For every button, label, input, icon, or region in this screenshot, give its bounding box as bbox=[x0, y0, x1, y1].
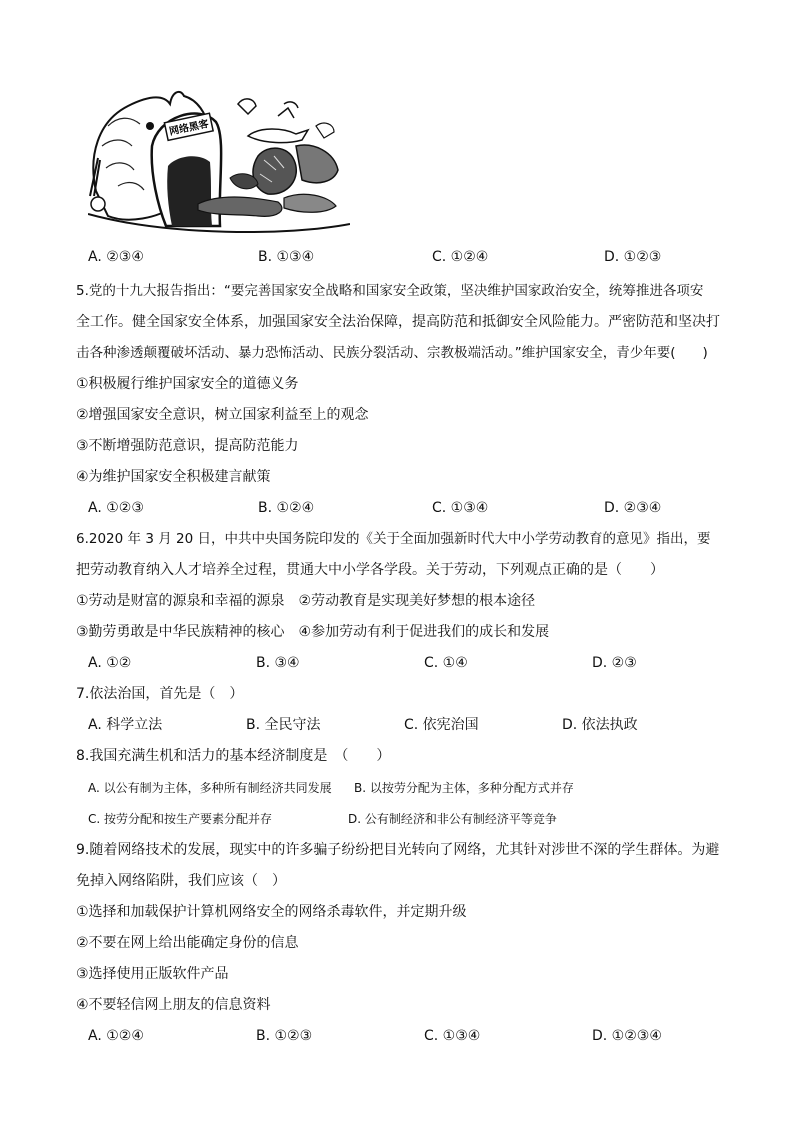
q7-option-a[interactable]: A. 科学立法 bbox=[88, 717, 163, 733]
q7-option-c[interactable]: C. 依宪治国 bbox=[404, 717, 479, 733]
q7-option-d[interactable]: D. 依法执政 bbox=[562, 717, 638, 733]
hacker-cartoon-image bbox=[88, 86, 350, 236]
q5-item-3: ③不断增强防范意识，提高防范能力 bbox=[76, 438, 299, 454]
q5-item-4: ④为维护国家安全积极建言献策 bbox=[76, 469, 271, 485]
q6-stem-line-1: 6.2020 年 3 月 20 日，中共中央国务院印发的《关于全面加强新时代大中小学劳动教育的意见》指出，要 bbox=[76, 531, 711, 547]
q6-option-b[interactable]: B. ③④ bbox=[256, 655, 300, 671]
q4-options bbox=[88, 246, 728, 268]
q6-option-c[interactable]: C. ①④ bbox=[424, 655, 468, 671]
q7-stem: 7.依法治国，首先是（ ） bbox=[76, 686, 244, 702]
q7-options bbox=[88, 714, 728, 736]
q4-option-c[interactable]: C. ①②④ bbox=[432, 249, 489, 265]
q8-option-b[interactable]: B. 以按劳分配为主体，多种分配方式并存 bbox=[354, 781, 574, 795]
q5-option-c[interactable]: C. ①③④ bbox=[432, 500, 489, 516]
q5-item-2: ②增强国家安全意识，树立国家利益至上的观念 bbox=[76, 407, 369, 423]
q6-option-d[interactable]: D. ②③ bbox=[592, 655, 637, 671]
q6-options bbox=[88, 652, 728, 674]
q6-items-row-1: ①劳动是财富的源泉和幸福的源泉 ②劳动教育是实现美好梦想的根本途径 bbox=[76, 593, 536, 609]
q5-options bbox=[88, 497, 728, 519]
q9-item-2: ②不要在网上给出能确定身份的信息 bbox=[76, 935, 299, 951]
q5-option-b[interactable]: B. ①②④ bbox=[258, 500, 315, 516]
q5-option-a[interactable]: A. ①②③ bbox=[88, 500, 144, 516]
q5-option-d[interactable]: D. ②③④ bbox=[604, 500, 662, 516]
q8-option-d[interactable]: D. 公有制经济和非公有制经济平等竞争 bbox=[348, 812, 557, 826]
q8-option-a[interactable]: A. 以公有制为主体，多种所有制经济共同发展 bbox=[88, 781, 332, 795]
q8-options-row-2 bbox=[88, 808, 728, 830]
q9-option-c[interactable]: C. ①③④ bbox=[424, 1028, 481, 1044]
q5-stem-line-2: 全工作。健全国家安全体系，加强国家安全法治保障，提高防范和抵御安全风险能力。严密防范和坚决打 bbox=[76, 314, 720, 330]
q4-option-b[interactable]: B. ①③④ bbox=[258, 249, 315, 265]
q9-option-d[interactable]: D. ①②③④ bbox=[592, 1028, 662, 1044]
q4-option-a[interactable]: A. ②③④ bbox=[88, 249, 144, 265]
q9-option-b[interactable]: B. ①②③ bbox=[256, 1028, 313, 1044]
q8-options-row-1 bbox=[88, 777, 728, 799]
q4-option-d[interactable]: D. ①②③ bbox=[604, 249, 662, 265]
q9-item-1: ①选择和加载保护计算机网络安全的网络杀毒软件，并定期升级 bbox=[76, 904, 467, 920]
q5-item-1: ①积极履行维护国家安全的道德义务 bbox=[76, 376, 299, 392]
q6-stem-line-2: 把劳动教育纳入人才培养全过程，贯通大中小学各学段。关于劳动，下列观点正确的是（ ） bbox=[76, 562, 664, 578]
q9-stem-line-1: 9.随着网络技术的发展，现实中的许多骗子纷纷把目光转向了网络，尤其针对涉世不深的学生群体。为避 bbox=[76, 842, 720, 858]
q9-item-3: ③选择使用正版软件产品 bbox=[76, 966, 229, 982]
q7-option-b[interactable]: B. 全民守法 bbox=[246, 717, 321, 733]
q9-stem-line-2: 免掉入网络陷阱，我们应该（ ） bbox=[76, 873, 286, 889]
cartoon-label: 网络黑客 bbox=[168, 118, 210, 138]
q6-items-row-2: ③勤劳勇敢是中华民族精神的核心 ④参加劳动有利于促进我们的成长和发展 bbox=[76, 624, 550, 640]
q8-option-c[interactable]: C. 按劳分配和按生产要素分配并存 bbox=[88, 812, 273, 826]
q9-option-a[interactable]: A. ①②④ bbox=[88, 1028, 144, 1044]
q5-stem-line-1: 5.党的十九大报告指出：“要完善国家安全战略和国家安全政策，坚决维护国家政治安全，统筹推进各项安 bbox=[76, 283, 704, 299]
q6-option-a[interactable]: A. ①② bbox=[88, 655, 132, 671]
q5-stem-line-3: 击各种渗透颠覆破坏活动、暴力恐怖活动、民族分裂活动、宗教极端活动。”维护国家安全，青少年要( ) bbox=[76, 345, 708, 361]
q9-item-4: ④不要轻信网上朋友的信息资料 bbox=[76, 997, 271, 1013]
q8-stem: 8.我国充满生机和活力的基本经济制度是 （ ） bbox=[76, 748, 391, 764]
q9-options bbox=[88, 1025, 728, 1047]
